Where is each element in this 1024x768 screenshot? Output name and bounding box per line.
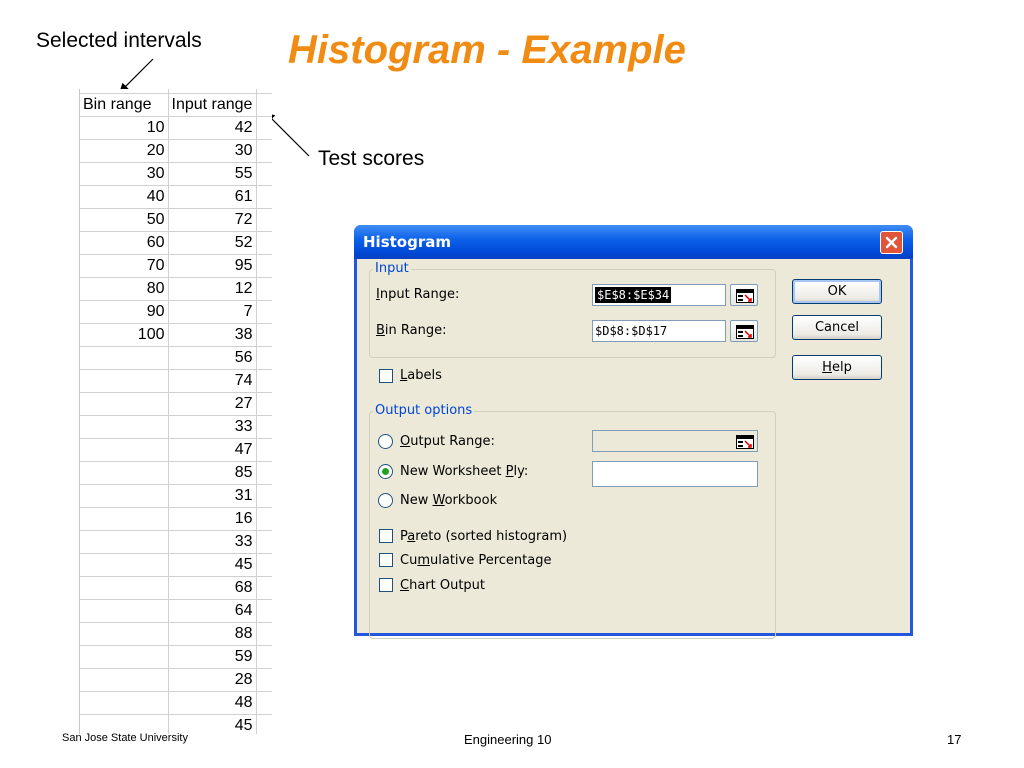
arrow-to-input-range: [266, 113, 309, 156]
empty-cell[interactable]: [256, 278, 272, 301]
input-range-cell[interactable]: 28: [168, 669, 256, 692]
table-row: [80, 692, 272, 715]
table-row: [80, 324, 272, 347]
bin-range-collapse-button[interactable]: [730, 320, 758, 342]
data-table: [80, 89, 272, 734]
empty-cell[interactable]: [256, 439, 272, 462]
empty-cell[interactable]: [256, 715, 272, 735]
table-row: [80, 462, 272, 485]
input-range-collapse-button[interactable]: [730, 284, 758, 306]
table-row: [80, 209, 272, 232]
slide-title: Histogram - Example: [288, 28, 686, 72]
bin-range-cell[interactable]: [80, 600, 168, 623]
table-row: [80, 163, 272, 186]
collapse-dialog-icon: [736, 289, 754, 303]
input-range-cell[interactable]: 33: [168, 416, 256, 439]
input-group-label: Input: [375, 261, 409, 276]
labels-label: Labels: [400, 368, 442, 383]
new-worksheet-ply-label: New Worksheet Ply:: [400, 464, 529, 479]
empty-cell[interactable]: [256, 508, 272, 531]
annotation-test-scores: Test scores: [318, 147, 425, 170]
labels-checkbox[interactable]: [379, 369, 393, 383]
output-range-label: Output Range:: [400, 434, 495, 449]
input-range-cell[interactable]: 38: [168, 324, 256, 347]
bin-range-cell[interactable]: [80, 669, 168, 692]
table-row: [80, 485, 272, 508]
input-range-cell[interactable]: 48: [168, 692, 256, 715]
empty-cell[interactable]: [256, 623, 272, 646]
cumulative-percentage-label: Cumulative Percentage: [400, 553, 552, 568]
chart-output-checkbox[interactable]: [379, 578, 393, 592]
footer-course: Engineering 10: [464, 732, 552, 747]
input-range-cell[interactable]: 61: [168, 186, 256, 209]
output-range-collapse-button[interactable]: [730, 430, 758, 452]
bin-range-cell[interactable]: [80, 531, 168, 554]
bin-range-cell[interactable]: 30: [80, 163, 168, 186]
table-row: [80, 278, 272, 301]
empty-cell[interactable]: [256, 209, 272, 232]
empty-cell[interactable]: [256, 416, 272, 439]
input-range-cell[interactable]: 74: [168, 370, 256, 393]
empty-cell[interactable]: [256, 393, 272, 416]
empty-cell[interactable]: [256, 301, 272, 324]
bin-range-cell[interactable]: 20: [80, 140, 168, 163]
bin-range-cell[interactable]: 10: [80, 117, 168, 140]
bin-range-field[interactable]: [592, 320, 726, 342]
bin-range-cell[interactable]: [80, 485, 168, 508]
table-row: [80, 117, 272, 140]
ok-button[interactable]: OK: [792, 279, 882, 304]
table-row: [80, 186, 272, 209]
table-row: [80, 140, 272, 163]
collapse-dialog-icon: [736, 435, 754, 449]
table-row: [80, 669, 272, 692]
table-row: [80, 393, 272, 416]
empty-cell[interactable]: [256, 646, 272, 669]
input-range-cell[interactable]: 45: [168, 554, 256, 577]
cumulative-percentage-checkbox[interactable]: [379, 553, 393, 567]
header-bin-range[interactable]: Bin range: [80, 94, 168, 117]
table-row: [80, 232, 272, 255]
input-range-cell[interactable]: 31: [168, 485, 256, 508]
help-button[interactable]: Help: [792, 355, 882, 380]
empty-cell[interactable]: [256, 600, 272, 623]
table-row: [80, 347, 272, 370]
input-range-cell[interactable]: 42: [168, 117, 256, 140]
bin-range-cell[interactable]: 80: [80, 278, 168, 301]
input-range-label: Input Range:: [376, 287, 460, 302]
new-worksheet-ply-field[interactable]: [592, 461, 758, 487]
bin-range-cell[interactable]: 40: [80, 186, 168, 209]
input-range-cell[interactable]: 68: [168, 577, 256, 600]
empty-cell[interactable]: [256, 577, 272, 600]
bin-range-cell[interactable]: 90: [80, 301, 168, 324]
input-range-cell[interactable]: 56: [168, 347, 256, 370]
input-range-cell[interactable]: 72: [168, 209, 256, 232]
empty-cell[interactable]: [256, 531, 272, 554]
table-row: [80, 577, 272, 600]
table-row: [80, 370, 272, 393]
bin-range-cell[interactable]: 60: [80, 232, 168, 255]
input-range-value: $E$8:$E$34: [597, 288, 670, 302]
output-range-radio[interactable]: [378, 434, 393, 449]
header-row: [80, 94, 272, 117]
footer-page-number: 17: [947, 732, 962, 747]
header-input-range[interactable]: Input range: [168, 94, 256, 117]
table-row: [80, 600, 272, 623]
spreadsheet: [79, 89, 272, 734]
pareto-label: Pareto (sorted histogram): [400, 529, 568, 544]
pareto-checkbox[interactable]: [379, 529, 393, 543]
empty-cell[interactable]: [256, 462, 272, 485]
bin-range-cell[interactable]: [80, 623, 168, 646]
empty-cell[interactable]: [256, 370, 272, 393]
bin-range-cell[interactable]: [80, 508, 168, 531]
table-row: [80, 554, 272, 577]
dialog-titlebar[interactable]: [354, 225, 913, 259]
empty-cell[interactable]: [256, 485, 272, 508]
close-button[interactable]: [880, 231, 903, 254]
new-worksheet-ply-radio[interactable]: [378, 464, 393, 479]
bin-range-value: $D$8:$D$17: [595, 324, 668, 338]
input-range-cell[interactable]: 27: [168, 393, 256, 416]
arrow-to-bin-range: [120, 59, 153, 92]
input-range-field[interactable]: [592, 284, 726, 306]
empty-cell[interactable]: [256, 94, 272, 117]
dialog-body: [357, 259, 910, 633]
input-range-cell[interactable]: 52: [168, 232, 256, 255]
input-range-cell[interactable]: 47: [168, 439, 256, 462]
table-row: [80, 531, 272, 554]
empty-cell[interactable]: [256, 232, 272, 255]
bin-range-cell[interactable]: 50: [80, 209, 168, 232]
input-range-cell[interactable]: 16: [168, 508, 256, 531]
collapse-dialog-icon: [736, 325, 754, 339]
radio-selected-dot: [382, 468, 389, 475]
table-row: [80, 301, 272, 324]
input-group: [369, 269, 776, 358]
bin-range-cell[interactable]: [80, 577, 168, 600]
table-row: [80, 623, 272, 646]
empty-cell[interactable]: [256, 692, 272, 715]
input-range-cell[interactable]: 33: [168, 531, 256, 554]
bin-range-cell[interactable]: [80, 439, 168, 462]
input-range-cell[interactable]: 59: [168, 646, 256, 669]
input-range-cell[interactable]: 88: [168, 623, 256, 646]
bin-range-cell[interactable]: [80, 692, 168, 715]
bin-range-cell[interactable]: [80, 416, 168, 439]
input-range-cell[interactable]: 45: [168, 715, 256, 735]
table-row: [80, 416, 272, 439]
new-workbook-radio[interactable]: [378, 493, 393, 508]
input-range-cell[interactable]: 64: [168, 600, 256, 623]
empty-cell[interactable]: [256, 140, 272, 163]
table-row: [80, 439, 272, 462]
bin-range-cell[interactable]: [80, 646, 168, 669]
histogram-dialog: [354, 225, 913, 636]
empty-cell[interactable]: [256, 347, 272, 370]
bin-range-cell[interactable]: [80, 462, 168, 485]
input-range-cell[interactable]: 7: [168, 301, 256, 324]
input-range-cell[interactable]: 30: [168, 140, 256, 163]
input-range-cell[interactable]: 12: [168, 278, 256, 301]
empty-cell[interactable]: [256, 669, 272, 692]
bin-range-cell[interactable]: [80, 393, 168, 416]
footer-university: San Jose State University: [62, 732, 188, 744]
table-row: [80, 508, 272, 531]
output-options-label: Output options: [375, 403, 473, 418]
bin-range-label: Bin Range:: [376, 323, 447, 338]
empty-cell[interactable]: [256, 554, 272, 577]
empty-cell[interactable]: [256, 255, 272, 278]
bin-range-cell[interactable]: [80, 554, 168, 577]
table-row: [80, 255, 272, 278]
bin-range-cell[interactable]: 100: [80, 324, 168, 347]
empty-cell[interactable]: [256, 324, 272, 347]
input-range-cell[interactable]: 85: [168, 462, 256, 485]
cancel-button[interactable]: Cancel: [792, 315, 882, 340]
chart-output-label: Chart Output: [400, 578, 486, 593]
empty-cell[interactable]: [256, 163, 272, 186]
dialog-title: Histogram: [363, 233, 451, 251]
bin-range-cell[interactable]: [80, 370, 168, 393]
bin-range-cell[interactable]: 70: [80, 255, 168, 278]
empty-cell[interactable]: [256, 117, 272, 140]
bin-range-cell[interactable]: [80, 347, 168, 370]
table-row: [80, 646, 272, 669]
empty-cell[interactable]: [256, 186, 272, 209]
close-icon: [885, 236, 898, 249]
new-workbook-label: New Workbook: [400, 493, 498, 508]
input-range-cell[interactable]: 95: [168, 255, 256, 278]
input-range-cell[interactable]: 55: [168, 163, 256, 186]
annotation-selected-intervals: Selected intervals: [36, 29, 202, 52]
